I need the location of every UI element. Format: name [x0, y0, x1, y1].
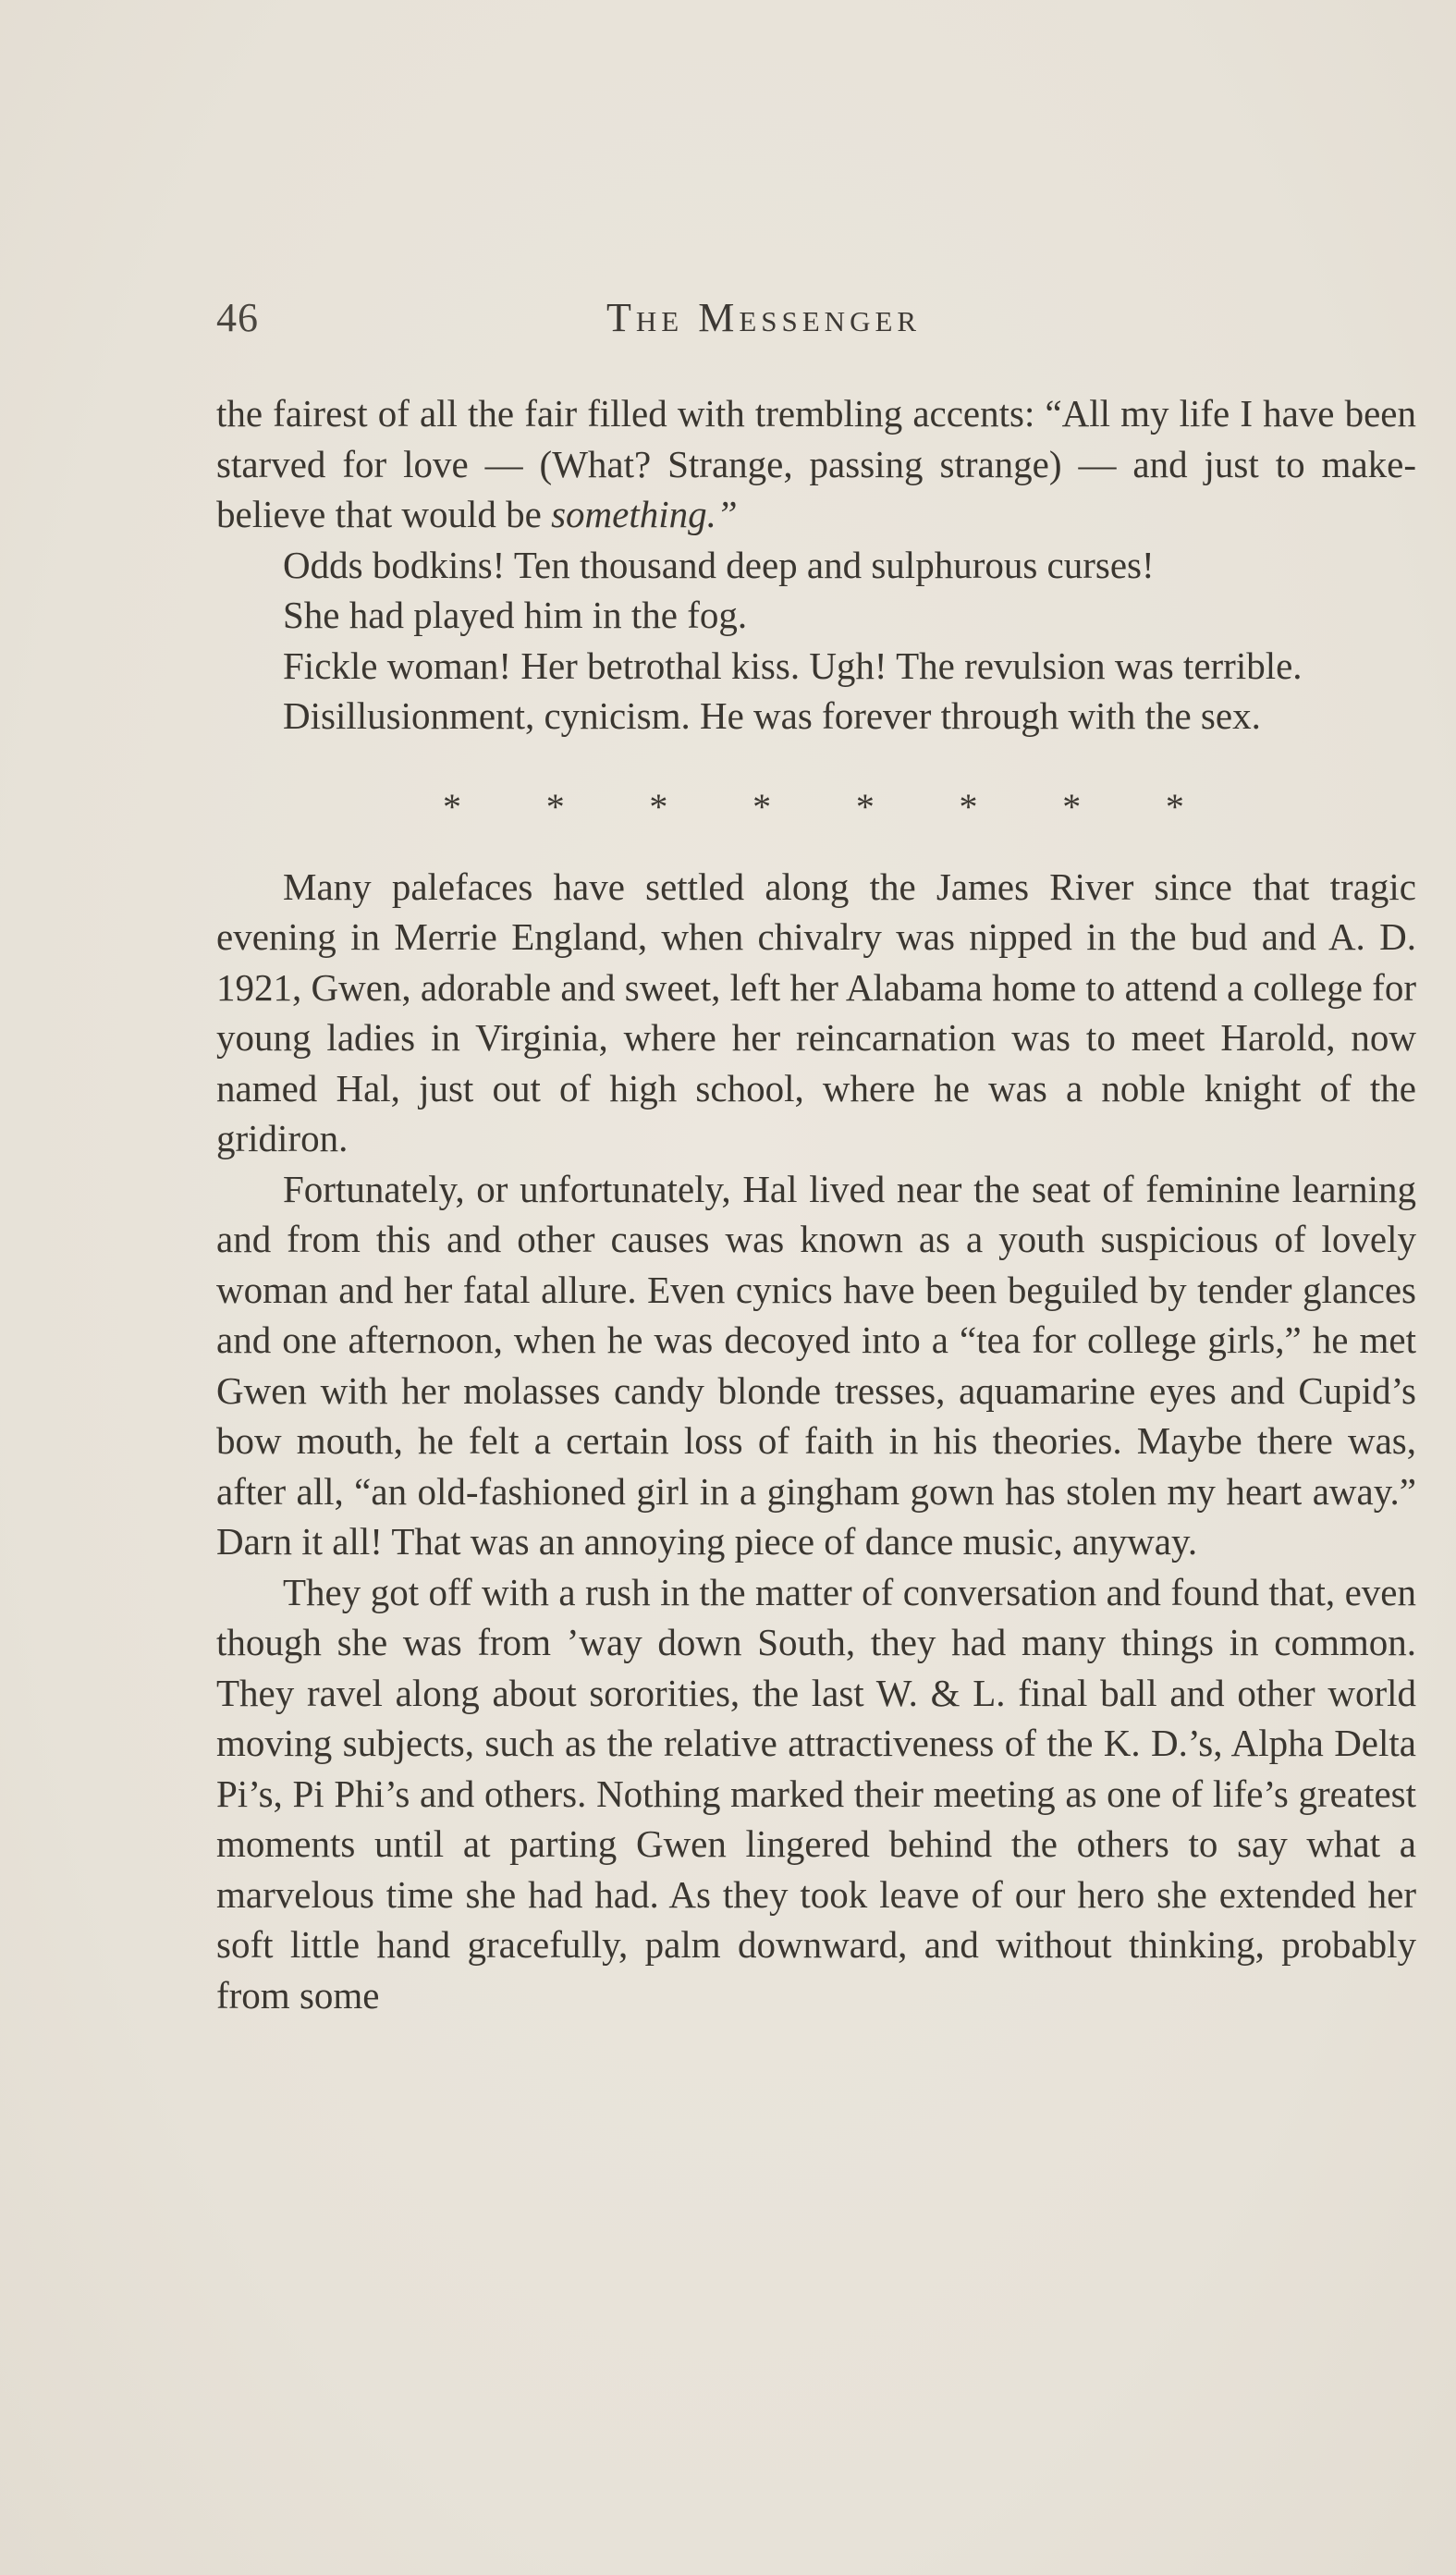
page-header	[216, 294, 1418, 349]
asterisk: *	[1062, 785, 1082, 828]
asterisk: *	[649, 785, 668, 828]
paragraph: the fairest of all the fair filled with trembling accents: “All my life I have been starved for love — (What? Strange, passing strange) — and just to make-believe that would be something.”	[216, 392, 1416, 535]
asterisk: *	[1165, 785, 1184, 828]
paragraph: Disillusionment, cynicism. He was forever through with the sex.	[283, 694, 1261, 737]
asterisk: *	[959, 785, 978, 828]
section-separator	[438, 782, 1189, 832]
page-number: 46	[216, 295, 259, 340]
paragraph: They got off with a rush in the matter of conversation and found that, even though she was from ’way down South, they had many things in common. They ravel along about sororities, the last W. & L. final ball and other world moving subjects, such as the relative attractiveness of the K. D.’s, Alpha Delta Pi’s, Pi Phi’s and others. Nothing marked their meeting as one of life’s greatest moments until at parting Gwen lingered behind the others to say what a marvelous time she had had. As they took leave of our hero she extended her soft little hand gracefully, palm downward, and without thinking, probably from some	[216, 1570, 1416, 2017]
asterisk: *	[752, 785, 772, 828]
paragraph: Fickle woman! Her betrothal kiss. Ugh! The revulsion was terrible.	[283, 644, 1303, 687]
asterisk: *	[443, 785, 461, 828]
paragraph: Many palefaces have settled along the James River since that tragic evening in Merrie England, when chivalry was nipped in the bud and A. D. 1921, Gwen, adorable and sweet, left her Alabama home to attend a college for young ladies in Virginia, where her reincarnation was to meet Harold, now named Hal, just out of high school, where he was a noble knight of the gridiron.	[216, 864, 1416, 1159]
paragraph: She had played him in the fog.	[283, 594, 748, 636]
running-title: The Messenger	[606, 295, 922, 340]
body-text	[216, 388, 1416, 2020]
asterisk: *	[855, 785, 875, 828]
paragraph: Fortunately, or unfortunately, Hal lived near the seat of feminine learning and from this and other causes was known as a youth suspicious of lovely woman and her fatal allure. Even cynics have been beguiled by tender glances and one afternoon, when he was decoyed into a “tea for college girls,” he met Gwen with her molasses candy blonde tresses, aquamarine eyes and Cupid’s bow mouth, he felt a certain loss of faith in his theories. Maybe there was, after all, “an old-fashioned girl in a gingham gown has stolen my heart away.” Darn it all! That was an annoying piece of dance music, anyway.	[216, 1167, 1416, 1563]
emphasis: something.”	[551, 493, 738, 535]
paragraph: Odds bodkins! Ten thousand deep and sulphurous curses!	[283, 543, 1155, 586]
asterisk: *	[545, 785, 565, 828]
